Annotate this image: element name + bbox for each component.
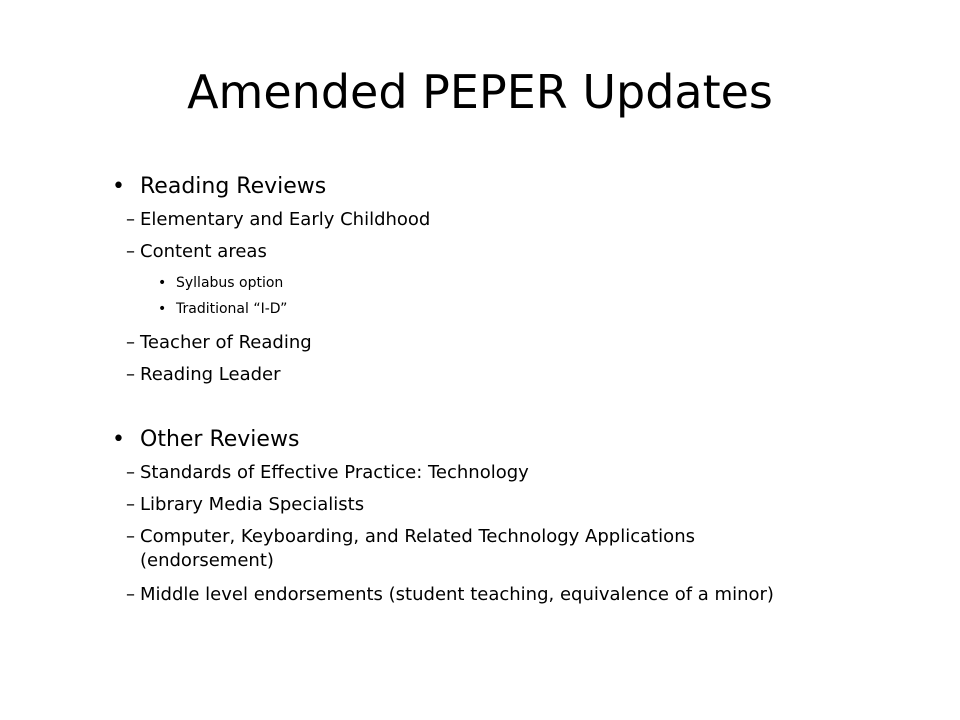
subitem-traditional-id: Traditional “I-D” bbox=[176, 301, 288, 317]
item-standards-effective-practice: Standards of Effective Practice: Technology bbox=[140, 462, 529, 483]
dash-marker: – bbox=[126, 209, 135, 230]
section-other-reviews: Other Reviews bbox=[140, 427, 300, 452]
dash-marker: – bbox=[126, 584, 135, 605]
dash-marker: – bbox=[126, 526, 135, 547]
dash-marker: – bbox=[126, 241, 135, 262]
item-teacher-of-reading: Teacher of Reading bbox=[140, 332, 312, 353]
item-content-areas: Content areas bbox=[140, 241, 267, 262]
item-middle-level-endorsements: Middle level endorsements (student teaching, equivalence of a minor) bbox=[140, 584, 774, 605]
item-reading-leader: Reading Leader bbox=[140, 364, 281, 385]
subitem-syllabus-option: Syllabus option bbox=[176, 275, 284, 291]
dash-marker: – bbox=[126, 332, 135, 353]
dash-marker: – bbox=[126, 462, 135, 483]
dash-marker: – bbox=[126, 364, 135, 385]
bullet-syllabus-option: • bbox=[158, 275, 167, 291]
bullet-reading-reviews: • bbox=[112, 174, 125, 199]
slide-title: Amended PEPER Updates bbox=[187, 65, 773, 119]
bullet-other-reviews: • bbox=[112, 427, 125, 452]
item-elementary-early-childhood: Elementary and Early Childhood bbox=[140, 209, 431, 230]
section-reading-reviews: Reading Reviews bbox=[140, 174, 327, 199]
dash-marker: – bbox=[126, 494, 135, 515]
item-library-media-specialists: Library Media Specialists bbox=[140, 494, 365, 515]
item-computer-keyboarding-continuation: (endorsement) bbox=[140, 550, 274, 571]
bullet-traditional-id: • bbox=[158, 301, 167, 317]
item-computer-keyboarding: Computer, Keyboarding, and Related Technology Applications bbox=[140, 526, 695, 547]
